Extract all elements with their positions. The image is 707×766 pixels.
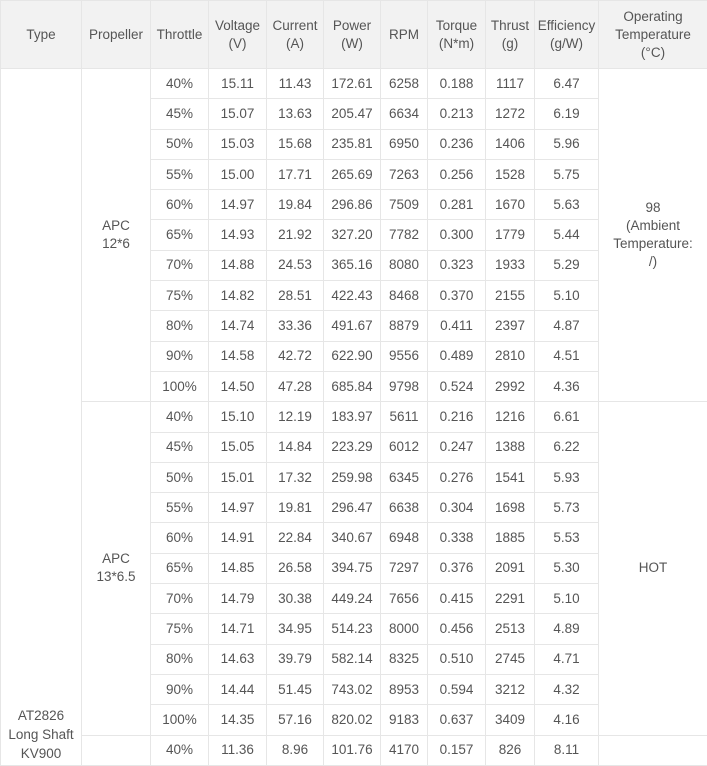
torque-cell: 0.524	[428, 371, 486, 401]
throttle-cell: 55%	[151, 493, 209, 523]
torque-cell: 0.594	[428, 674, 486, 704]
voltage-cell: 15.01	[209, 462, 267, 492]
torque-cell: 0.304	[428, 493, 486, 523]
efficiency-cell: 6.22	[535, 432, 599, 462]
torque-cell: 0.281	[428, 190, 486, 220]
thrust-cell: 2745	[486, 644, 535, 674]
thrust-cell: 826	[486, 735, 535, 765]
propeller-cell	[82, 735, 151, 765]
temperature-cell: 98 (Ambient Temperature: /)	[599, 69, 707, 402]
power-cell: 296.47	[324, 493, 381, 523]
efficiency-cell: 6.19	[535, 99, 599, 129]
throttle-cell: 50%	[151, 129, 209, 159]
voltage-cell: 15.03	[209, 129, 267, 159]
rpm-cell: 6950	[381, 129, 428, 159]
efficiency-cell: 4.71	[535, 644, 599, 674]
voltage-cell: 14.91	[209, 523, 267, 553]
efficiency-cell: 4.32	[535, 674, 599, 704]
voltage-cell: 11.36	[209, 735, 267, 765]
thrust-cell: 1885	[486, 523, 535, 553]
power-cell: 265.69	[324, 159, 381, 189]
throttle-cell: 75%	[151, 614, 209, 644]
propeller-cell: APC 12*6	[82, 69, 151, 402]
throttle-cell: 80%	[151, 311, 209, 341]
voltage-cell: 14.79	[209, 584, 267, 614]
torque-cell: 0.376	[428, 553, 486, 583]
header-propeller: Propeller	[82, 1, 151, 69]
power-cell: 365.16	[324, 250, 381, 280]
rpm-cell: 9556	[381, 341, 428, 371]
header-throttle: Throttle	[151, 1, 209, 69]
throttle-cell: 50%	[151, 462, 209, 492]
motor-type-cell: AT2826 Long Shaft KV900	[1, 69, 82, 766]
power-cell: 259.98	[324, 462, 381, 492]
throttle-cell: 60%	[151, 190, 209, 220]
torque-cell: 0.157	[428, 735, 486, 765]
throttle-cell: 75%	[151, 281, 209, 311]
torque-cell: 0.256	[428, 159, 486, 189]
power-cell: 223.29	[324, 432, 381, 462]
current-cell: 17.32	[267, 462, 324, 492]
voltage-cell: 14.88	[209, 250, 267, 280]
efficiency-cell: 8.11	[535, 735, 599, 765]
current-cell: 8.96	[267, 735, 324, 765]
thrust-cell: 1117	[486, 69, 535, 99]
rpm-cell: 8000	[381, 614, 428, 644]
efficiency-cell: 4.87	[535, 311, 599, 341]
current-cell: 34.95	[267, 614, 324, 644]
torque-cell: 0.247	[428, 432, 486, 462]
torque-cell: 0.213	[428, 99, 486, 129]
table-row	[1, 402, 707, 432]
header-type: Type	[1, 1, 82, 69]
throttle-cell: 90%	[151, 341, 209, 371]
rpm-cell: 6638	[381, 493, 428, 523]
header-thrust: Thrust (g)	[486, 1, 535, 69]
power-cell: 491.67	[324, 311, 381, 341]
throttle-cell: 80%	[151, 644, 209, 674]
temperature-cell: HOT	[599, 402, 707, 735]
rpm-cell: 6948	[381, 523, 428, 553]
power-cell: 172.61	[324, 69, 381, 99]
thrust-cell: 1698	[486, 493, 535, 523]
thrust-cell: 1272	[486, 99, 535, 129]
thrust-cell: 1388	[486, 432, 535, 462]
voltage-cell: 14.97	[209, 190, 267, 220]
power-cell: 183.97	[324, 402, 381, 432]
throttle-cell: 40%	[151, 69, 209, 99]
throttle-cell: 55%	[151, 159, 209, 189]
rpm-cell: 6012	[381, 432, 428, 462]
voltage-cell: 14.50	[209, 371, 267, 401]
voltage-cell: 14.93	[209, 220, 267, 250]
voltage-cell: 15.05	[209, 432, 267, 462]
efficiency-cell: 5.53	[535, 523, 599, 553]
thrust-cell: 1779	[486, 220, 535, 250]
torque-cell: 0.456	[428, 614, 486, 644]
power-cell: 743.02	[324, 674, 381, 704]
current-cell: 47.28	[267, 371, 324, 401]
header-row	[1, 1, 707, 69]
thrust-cell: 2513	[486, 614, 535, 644]
current-cell: 39.79	[267, 644, 324, 674]
thrust-cell: 3409	[486, 705, 535, 735]
throttle-cell: 100%	[151, 371, 209, 401]
header-rpm: RPM	[381, 1, 428, 69]
torque-cell: 0.323	[428, 250, 486, 280]
rpm-cell: 7297	[381, 553, 428, 583]
thrust-cell: 2810	[486, 341, 535, 371]
throttle-cell: 65%	[151, 553, 209, 583]
temperature-cell	[599, 735, 707, 765]
power-cell: 340.67	[324, 523, 381, 553]
throttle-cell: 45%	[151, 432, 209, 462]
voltage-cell: 14.44	[209, 674, 267, 704]
power-cell: 820.02	[324, 705, 381, 735]
thrust-cell: 1406	[486, 129, 535, 159]
current-cell: 57.16	[267, 705, 324, 735]
efficiency-cell: 5.30	[535, 553, 599, 583]
throttle-cell: 90%	[151, 674, 209, 704]
header-temp: Operating Temperature (°C)	[599, 1, 707, 69]
rpm-cell: 8468	[381, 281, 428, 311]
header-current: Current (A)	[267, 1, 324, 69]
rpm-cell: 6634	[381, 99, 428, 129]
rpm-cell: 8879	[381, 311, 428, 341]
efficiency-cell: 4.51	[535, 341, 599, 371]
current-cell: 26.58	[267, 553, 324, 583]
thrust-cell: 1933	[486, 250, 535, 280]
table-row	[1, 735, 707, 765]
torque-cell: 0.370	[428, 281, 486, 311]
header-voltage: Voltage (V)	[209, 1, 267, 69]
power-cell: 205.47	[324, 99, 381, 129]
torque-cell: 0.489	[428, 341, 486, 371]
voltage-cell: 14.82	[209, 281, 267, 311]
thrust-cell: 1216	[486, 402, 535, 432]
current-cell: 42.72	[267, 341, 324, 371]
voltage-cell: 14.74	[209, 311, 267, 341]
thrust-cell: 1528	[486, 159, 535, 189]
current-cell: 19.84	[267, 190, 324, 220]
rpm-cell: 7656	[381, 584, 428, 614]
rpm-cell: 9798	[381, 371, 428, 401]
efficiency-cell: 4.36	[535, 371, 599, 401]
throttle-cell: 70%	[151, 250, 209, 280]
throttle-cell: 65%	[151, 220, 209, 250]
power-cell: 327.20	[324, 220, 381, 250]
torque-cell: 0.236	[428, 129, 486, 159]
efficiency-cell: 6.61	[535, 402, 599, 432]
torque-cell: 0.338	[428, 523, 486, 553]
torque-cell: 0.188	[428, 69, 486, 99]
current-cell: 17.71	[267, 159, 324, 189]
thrust-cell: 1670	[486, 190, 535, 220]
voltage-cell: 15.11	[209, 69, 267, 99]
rpm-cell: 7509	[381, 190, 428, 220]
torque-cell: 0.276	[428, 462, 486, 492]
current-cell: 21.92	[267, 220, 324, 250]
torque-cell: 0.637	[428, 705, 486, 735]
throttle-cell: 45%	[151, 99, 209, 129]
power-cell: 582.14	[324, 644, 381, 674]
throttle-cell: 40%	[151, 735, 209, 765]
current-cell: 15.68	[267, 129, 324, 159]
power-cell: 514.23	[324, 614, 381, 644]
efficiency-cell: 4.89	[535, 614, 599, 644]
thrust-cell: 3212	[486, 674, 535, 704]
efficiency-cell: 5.10	[535, 584, 599, 614]
thrust-cell: 2091	[486, 553, 535, 583]
current-cell: 14.84	[267, 432, 324, 462]
throttle-cell: 100%	[151, 705, 209, 735]
efficiency-cell: 5.44	[535, 220, 599, 250]
rpm-cell: 4170	[381, 735, 428, 765]
efficiency-cell: 5.29	[535, 250, 599, 280]
header-efficiency: Efficiency (g/W)	[535, 1, 599, 69]
voltage-cell: 15.10	[209, 402, 267, 432]
torque-cell: 0.415	[428, 584, 486, 614]
voltage-cell: 14.63	[209, 644, 267, 674]
voltage-cell: 15.00	[209, 159, 267, 189]
power-cell: 449.24	[324, 584, 381, 614]
efficiency-cell: 5.93	[535, 462, 599, 492]
power-cell: 622.90	[324, 341, 381, 371]
rpm-cell: 6345	[381, 462, 428, 492]
current-cell: 13.63	[267, 99, 324, 129]
current-cell: 28.51	[267, 281, 324, 311]
efficiency-cell: 5.63	[535, 190, 599, 220]
voltage-cell: 14.71	[209, 614, 267, 644]
table-row	[1, 69, 707, 99]
thrust-cell: 2397	[486, 311, 535, 341]
voltage-cell: 14.97	[209, 493, 267, 523]
torque-cell: 0.411	[428, 311, 486, 341]
current-cell: 33.36	[267, 311, 324, 341]
current-cell: 12.19	[267, 402, 324, 432]
rpm-cell: 7782	[381, 220, 428, 250]
torque-cell: 0.300	[428, 220, 486, 250]
rpm-cell: 5611	[381, 402, 428, 432]
current-cell: 19.81	[267, 493, 324, 523]
current-cell: 30.38	[267, 584, 324, 614]
rpm-cell: 8080	[381, 250, 428, 280]
power-cell: 235.81	[324, 129, 381, 159]
propeller-cell: APC 13*6.5	[82, 402, 151, 735]
efficiency-cell: 4.16	[535, 705, 599, 735]
thrust-cell: 2992	[486, 371, 535, 401]
power-cell: 422.43	[324, 281, 381, 311]
rpm-cell: 9183	[381, 705, 428, 735]
power-cell: 101.76	[324, 735, 381, 765]
current-cell: 22.84	[267, 523, 324, 553]
rpm-cell: 7263	[381, 159, 428, 189]
throttle-cell: 70%	[151, 584, 209, 614]
torque-cell: 0.216	[428, 402, 486, 432]
rpm-cell: 6258	[381, 69, 428, 99]
power-cell: 394.75	[324, 553, 381, 583]
header-torque: Torque (N*m)	[428, 1, 486, 69]
throttle-cell: 60%	[151, 523, 209, 553]
rpm-cell: 8325	[381, 644, 428, 674]
voltage-cell: 14.35	[209, 705, 267, 735]
efficiency-cell: 5.96	[535, 129, 599, 159]
rpm-cell: 8953	[381, 674, 428, 704]
power-cell: 685.84	[324, 371, 381, 401]
efficiency-cell: 5.73	[535, 493, 599, 523]
table-body	[1, 69, 707, 766]
current-cell: 11.43	[267, 69, 324, 99]
header-power: Power (W)	[324, 1, 381, 69]
efficiency-cell: 5.75	[535, 159, 599, 189]
thrust-cell: 1541	[486, 462, 535, 492]
current-cell: 24.53	[267, 250, 324, 280]
throttle-cell: 40%	[151, 402, 209, 432]
efficiency-cell: 5.10	[535, 281, 599, 311]
power-cell: 296.86	[324, 190, 381, 220]
voltage-cell: 14.58	[209, 341, 267, 371]
current-cell: 51.45	[267, 674, 324, 704]
torque-cell: 0.510	[428, 644, 486, 674]
voltage-cell: 15.07	[209, 99, 267, 129]
thrust-cell: 2291	[486, 584, 535, 614]
efficiency-cell: 6.47	[535, 69, 599, 99]
voltage-cell: 14.85	[209, 553, 267, 583]
thrust-cell: 2155	[486, 281, 535, 311]
